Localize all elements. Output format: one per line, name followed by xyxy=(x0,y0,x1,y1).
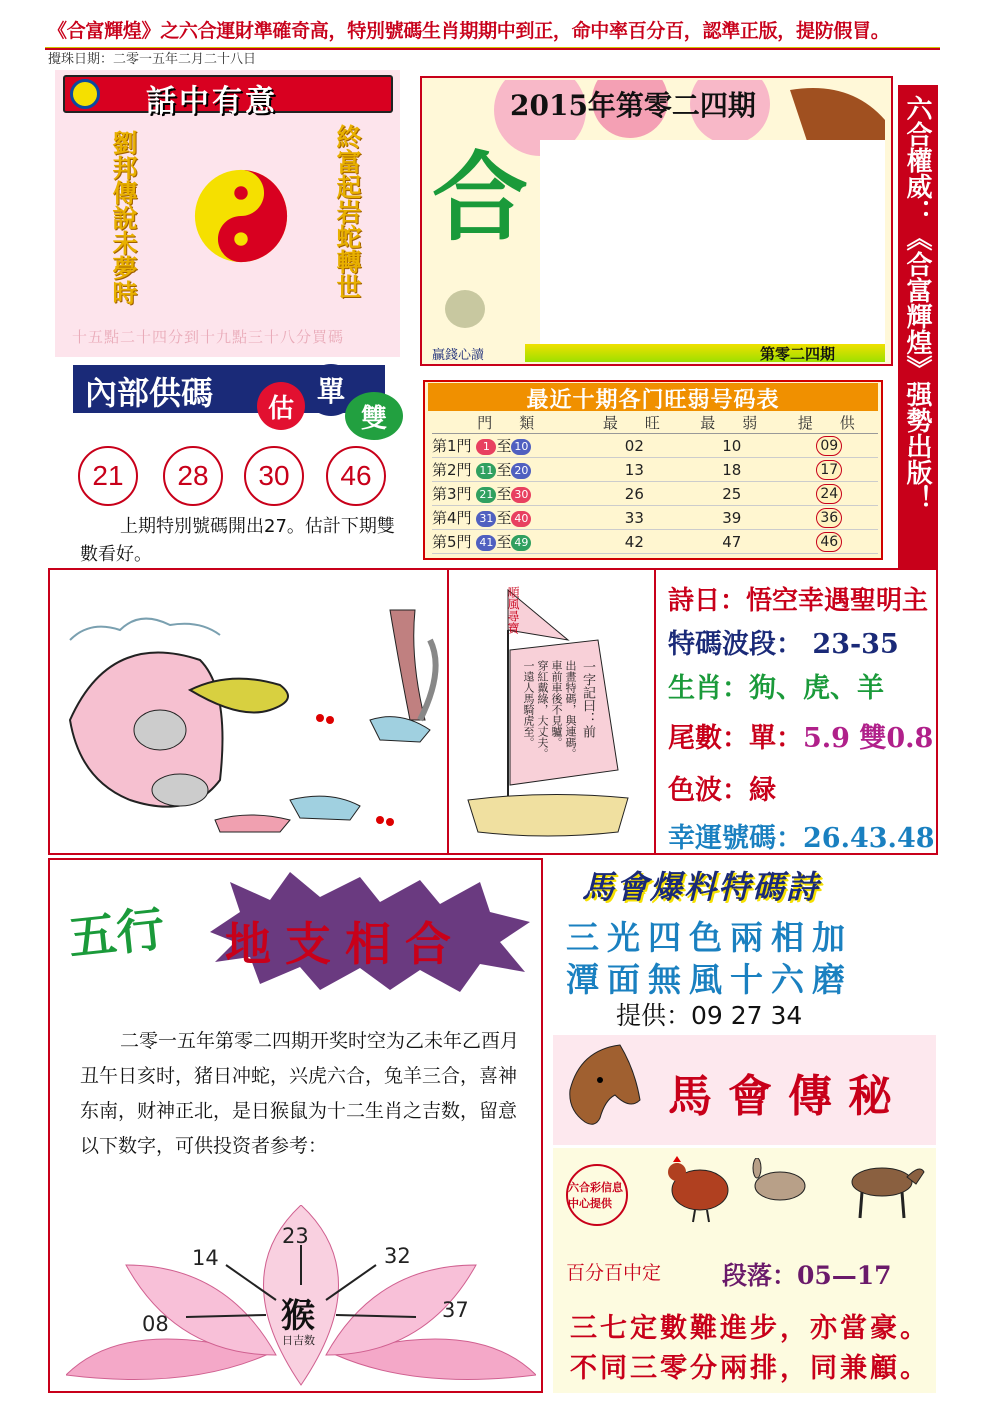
range-ball: 49 xyxy=(511,535,531,551)
range-ball: 31 xyxy=(476,511,496,527)
pick-number: 30 xyxy=(244,446,304,506)
door-label: 第5門 xyxy=(432,533,472,551)
range-ball: 11 xyxy=(476,463,496,479)
max-cell: 33 xyxy=(586,506,683,530)
chuanmi-title: 馬會傳秘 xyxy=(668,1071,908,1122)
min-cell: 25 xyxy=(683,482,780,506)
table-row xyxy=(432,458,878,482)
range-sep: 至 xyxy=(496,437,512,455)
door-cell xyxy=(432,482,586,506)
brand-char: 合 xyxy=(432,141,528,254)
huazhong-title: 話中有意 xyxy=(146,84,278,119)
lotus-number: 23 xyxy=(282,1224,309,1248)
shi-line xyxy=(668,716,933,755)
table-row xyxy=(432,482,878,506)
tip-number: 24 xyxy=(816,484,842,504)
huazhong-footer: 十五點二十四分到十九點三十八分買碼 xyxy=(72,328,345,346)
door-cell xyxy=(432,506,586,530)
boat-flag: 順風尋寶 xyxy=(506,586,520,634)
shi-line: 色波：緑 xyxy=(668,775,776,806)
rooster-icon xyxy=(655,1150,745,1225)
max-cell: 13 xyxy=(586,458,683,482)
door-label: 第4門 xyxy=(432,509,472,527)
side-text: 六合權威：《合富輝煌》强勢出版！ xyxy=(902,95,932,511)
divider xyxy=(447,568,449,855)
table-row xyxy=(432,434,878,458)
pick-number: 21 xyxy=(78,446,138,506)
ending-poem: 三七定數難進步，亦當豪。 xyxy=(570,1313,930,1344)
lotus-caption: 日吉数 xyxy=(282,1334,315,1347)
door-label: 第2門 xyxy=(432,461,472,479)
neibu-title: 內部供碼 xyxy=(85,374,214,412)
col-header: 最 弱 xyxy=(683,412,780,434)
wuxing-subtitle: 地支相合 xyxy=(225,917,465,971)
dan-badge: 單 xyxy=(305,364,357,416)
gu-badge: 估 xyxy=(257,382,305,430)
range-sep: 至 xyxy=(496,509,512,527)
stats-table xyxy=(432,412,878,554)
mahui-poem: 三光四色兩相加 xyxy=(566,918,853,957)
min-cell: 47 xyxy=(683,530,780,554)
door-cell xyxy=(432,530,586,554)
shi-line xyxy=(668,816,935,855)
lotus-number: 08 xyxy=(142,1312,169,1336)
door-cell xyxy=(432,434,586,458)
boat-poem: 一字記曰：前 xyxy=(580,660,595,738)
pick-number: 46 xyxy=(326,446,386,506)
shi-value: 23-35 xyxy=(812,629,899,660)
door-cell xyxy=(432,458,586,482)
ending-poem: 不同三零分兩排，同兼顧。 xyxy=(570,1353,930,1384)
shi-label: 特碼波段： xyxy=(668,629,803,660)
tip-number: 09 xyxy=(816,436,842,456)
range-ball: 21 xyxy=(476,487,496,503)
min-cell: 10 xyxy=(683,434,780,458)
range-sep: 至 xyxy=(496,485,512,503)
max-cell: 02 xyxy=(586,434,683,458)
shi-value: 5.9 雙0.8 xyxy=(803,723,934,754)
info-stamp: 六合彩信息中心提供 xyxy=(566,1164,628,1226)
col-header: 門 類 xyxy=(432,412,586,434)
lotus-center: 猴 xyxy=(281,1296,315,1336)
boat-poem: 出畫特碼，與連碼。 xyxy=(564,660,577,759)
tip-cell xyxy=(781,482,878,506)
shuang-badge: 雙 xyxy=(345,392,403,440)
lotus-number: 32 xyxy=(384,1244,411,1268)
lotus-number: 37 xyxy=(442,1298,469,1322)
range-ball: 20 xyxy=(511,463,531,479)
neibu-text: 上期特別號碼開出27。估計下期雙數看好。 xyxy=(80,516,395,565)
draw-date: 攪珠日期：二零一五年二月二十八日 xyxy=(48,52,257,67)
tip-number: 17 xyxy=(816,460,842,480)
table-row xyxy=(432,530,878,554)
issue-title: 2015年第零二四期 xyxy=(510,89,756,122)
range-sep: 至 xyxy=(496,533,512,551)
money-caption: 贏錢心讀 xyxy=(432,348,485,363)
tip-cell xyxy=(781,506,878,530)
shi-label: 幸運號碼： xyxy=(668,823,803,854)
rabbit-icon xyxy=(745,1158,815,1203)
poem-left: 劉邦傳說未夢時 xyxy=(109,130,138,305)
max-cell: 26 xyxy=(586,482,683,506)
range-ball: 41 xyxy=(476,535,496,551)
door-label: 第3門 xyxy=(432,485,472,503)
mahui-title: 馬會爆料特碼詩 xyxy=(582,868,821,906)
range-ball: 1 xyxy=(476,439,496,455)
col-header: 提 供 xyxy=(781,412,878,434)
yinyang-icon xyxy=(193,168,289,264)
shi-value: 26.43.48 xyxy=(803,823,935,854)
horse-icon xyxy=(560,1040,645,1130)
tip-number: 36 xyxy=(816,508,842,528)
shi-line xyxy=(668,622,899,661)
money-icon xyxy=(445,290,485,328)
range-ball: 40 xyxy=(511,511,531,527)
boat-poem: 穿紅戴綠，大丈夫。 xyxy=(536,660,549,759)
range-ball: 30 xyxy=(511,487,531,503)
wuxing-text: 二零一五年第零二四期开奖时空为乙未年乙酉月丑午日亥时，猪日冲蛇，兴虎六合，兔羊三合，喜神东南，财神正北，是日猴鼠为十二生肖之吉数，留意以下数字，可供投资者参考： xyxy=(80,1030,520,1157)
duanluo-text: 段落：05—17 xyxy=(722,1261,892,1290)
col-header: 最 旺 xyxy=(586,412,683,434)
shi-label: 尾數：單： xyxy=(668,723,803,754)
min-cell: 18 xyxy=(683,458,780,482)
divider xyxy=(654,568,656,855)
range-sep: 至 xyxy=(496,461,512,479)
blank-area xyxy=(540,140,885,360)
mahui-poem: 潭面無風十六磨 xyxy=(566,960,853,999)
tip-cell xyxy=(781,458,878,482)
pick-number: 28 xyxy=(163,446,223,506)
issue-tag: 第零二四期 xyxy=(760,345,836,363)
bird-illustration xyxy=(50,570,446,853)
tip-cell xyxy=(781,434,878,458)
lotus-number: 14 xyxy=(192,1246,219,1270)
max-cell: 42 xyxy=(586,530,683,554)
horse-body-icon xyxy=(832,1152,927,1222)
poem-right: 終富起岩蛇轉世 xyxy=(333,124,362,299)
shi-line: 生肖：狗、虎、羊 xyxy=(668,673,884,704)
table-row xyxy=(432,506,878,530)
door-label: 第1門 xyxy=(432,437,472,455)
boat-poem: 一遠人馬騎虎至。 xyxy=(522,660,535,748)
tip-cell xyxy=(781,530,878,554)
wuxing-title: 五行 xyxy=(65,901,168,967)
min-cell: 39 xyxy=(683,506,780,530)
tip-number: 46 xyxy=(816,532,842,552)
boat-poem: 車前車後不見驢。 xyxy=(550,660,563,748)
bfb-text: 百分百中定 xyxy=(566,1262,662,1284)
header-banner: 《合富輝煌》之六合運財準確奇高，特別號碼生肖期期中到正，命中率百分百，認準正版，提防假冒。 xyxy=(48,20,890,42)
shi-line: 詩日：悟空幸遇聖明主 xyxy=(668,586,929,616)
logo-icon xyxy=(70,79,100,109)
stats-table-title: 最近十期各门旺弱号码表 xyxy=(428,383,878,411)
mahui-provide: 提供：09 27 34 xyxy=(616,1001,803,1030)
range-ball: 10 xyxy=(511,439,531,455)
